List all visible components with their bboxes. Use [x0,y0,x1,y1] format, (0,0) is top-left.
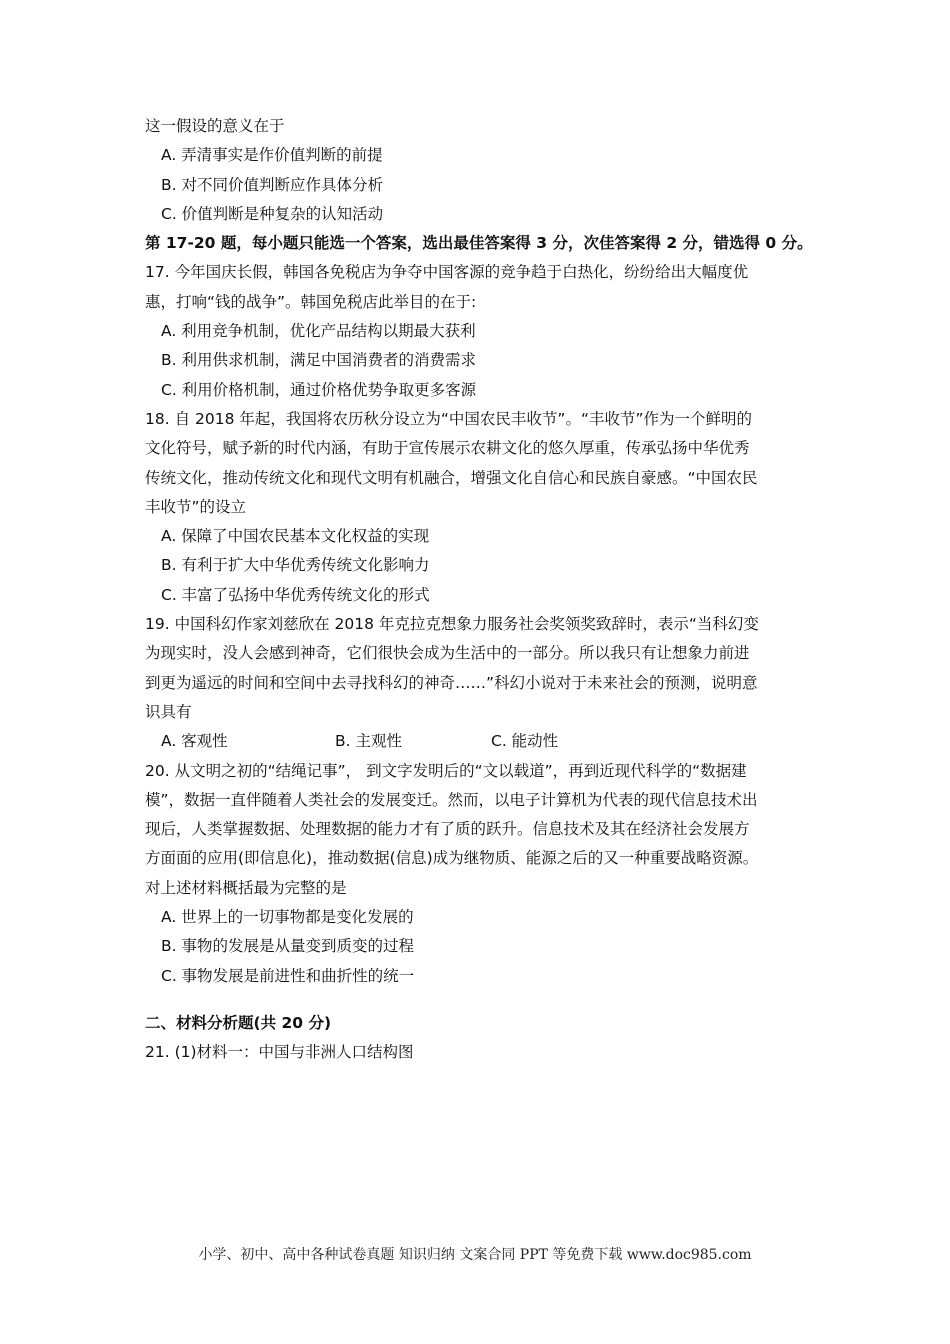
question-stem-line: 18. 自 2018 年起，我国将农历秋分设立为“中国农民丰收节”。“丰收节”作为一个鲜明的 [145,409,752,428]
option-c: C. 丰富了弘扬中华优秀传统文化的形式 [161,585,430,604]
question-stem-line: 为现实时，没人会感到神奇，它们很快会成为生活中的一部分。所以我只有让想象力前进 [145,644,750,663]
question-16-tail [145,112,817,229]
option-b: B. 有利于扩大中华优秀传统文化影响力 [161,556,430,575]
option-b: B. 事物的发展是从量变到质变的过程 [161,937,414,956]
exam-page [145,112,817,1068]
question-stem-line: 识具有 [145,702,192,721]
question-stem-line: 方面面的应用(即信息化)，推动数据(信息)成为继物质、能源之后的又一种重要战略资源。 [145,849,759,868]
option-a: A. 客观性 [161,732,228,751]
option-c: C. 事物发展是前进性和曲折性的统一 [161,966,415,985]
option-c: C. 能动性 [491,732,559,751]
option-a: A. 弄清事实是作价值判断的前提 [161,146,383,165]
question-stem-line: 对上述材料概括最为完整的是 [145,878,347,897]
question-stem-line: 17. 今年国庆长假，韩国各免税店为争夺中国客源的竞争趋于白热化，纷纷给出大幅度优 [145,263,749,282]
question-17 [145,258,817,404]
option-b: B. 利用供求机制，满足中国消费者的消费需求 [161,351,476,370]
section-heading: 二、材料分析题(共 20 分) [145,1013,332,1032]
page-footer: 小学、初中、高中各种试卷真题 知识归纳 文案合同 PPT 等免费下载 www.doc985.com [198,1247,752,1263]
question-stem-line: 传统文化，推动传统文化和现代文明有机融合，增强文化自信心和民族自豪感。“中国农民 [145,468,758,487]
scoring-instruction: 第 17-20 题，每小题只能选一个答案，选出最佳答案得 3 分，次佳答案得 2 分，错选得 0 分。 [145,234,813,253]
option-b: B. 主观性 [335,732,402,751]
option-c: C. 利用价格机制，通过价格优势争取更多客源 [161,380,477,399]
question-stem-line: 丰收节”的设立 [145,497,247,516]
question-stem-line: 到更为遥远的时间和空间中去寻找科幻的神奇……”科幻小说对于未来社会的预测，说明意 [145,673,758,692]
question-19 [145,610,817,756]
question-18 [145,405,817,610]
option-a: A. 世界上的一切事物都是变化发展的 [161,908,414,927]
option-a: A. 保障了中国农民基本文化权益的实现 [161,527,430,546]
question-stem-line: 20. 从文明之初的“结绳记事”， 到文字发明后的“文以载道”，再到近现代科学的“数据建 [145,761,747,780]
question-21-title: 21. (1)材料一：中国与非洲人口结构图 [145,1043,414,1062]
question-stem: 这一假设的意义在于 [145,117,285,135]
question-20 [145,757,817,991]
option-c: C. 价值判断是种复杂的认知活动 [161,204,384,223]
options-row [145,727,817,756]
option-a: A. 利用竞争机制，优化产品结构以期最大获利 [161,322,476,341]
question-stem-line: 文化符号，赋予新的时代内涵，有助于宣传展示农耕文化的悠久厚重，传承弘扬中华优秀 [145,439,750,458]
section-2 [145,1009,817,1068]
question-stem-line: 19. 中国科幻作家刘慈欣在 2018 年克拉克想象力服务社会奖领奖致辞时，表示“当科幻变 [145,615,759,634]
question-stem-line: 惠，打响“钱的战争”。韩国免税店此举目的在于: [145,292,477,311]
question-stem-line: 现后，人类掌握数据、处理数据的能力才有了质的跃升。信息技术及其在经济社会发展方 [145,820,750,839]
option-b: B. 对不同价值判断应作具体分析 [161,175,383,194]
section-gap [145,991,817,1009]
question-stem-line: 模”，数据一直伴随着人类社会的发展变迁。然而，以电子计算机为代表的现代信息技术出 [145,790,758,809]
